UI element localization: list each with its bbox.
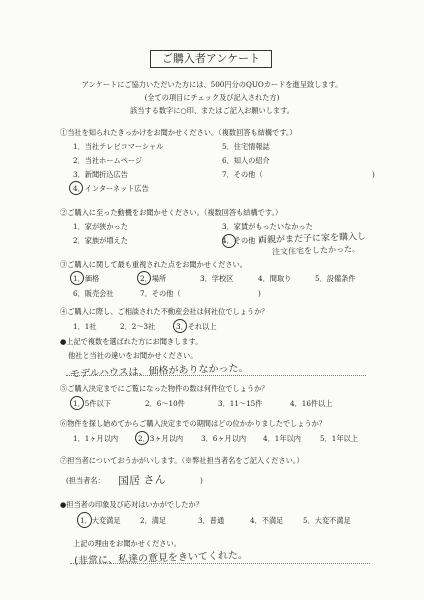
q6-option-3[interactable]: 3．6ヶ月以内: [201, 434, 247, 443]
q8-option-5[interactable]: 5．大変不満足: [303, 516, 351, 525]
q6-option-5[interactable]: 5．1年以上: [320, 434, 358, 443]
q3-answer-mark-2: [137, 271, 151, 285]
q1-option-2[interactable]: 2．当社ホームページ: [73, 156, 143, 165]
q4-option-2[interactable]: 2．2〜3社: [120, 322, 156, 331]
q1-option-7[interactable]: 7．その他（: [222, 170, 263, 179]
q1-option-5[interactable]: 5．住宅情報誌: [222, 142, 270, 151]
q3-option-5[interactable]: 5．設備条件: [315, 274, 356, 283]
q1-answer-mark: [69, 181, 83, 195]
q3-question: ③ご購入に関して最も重視された点をお聞かせください。: [60, 260, 247, 269]
q5-option-1[interactable]: 1．5件以下: [73, 399, 111, 408]
q6-option-4[interactable]: 4．1年以内: [263, 434, 301, 443]
q7-label: (担当者名：: [66, 476, 105, 485]
q2-question: ②ご購入に至った動機をお聞かせください。（複数回答も結構です。）: [60, 208, 283, 217]
q7-close: ): [200, 476, 203, 485]
q7-question: ⑦担当者についておうかがいします。（※弊社担当者名をご記入ください。）: [60, 456, 304, 465]
q5-option-3[interactable]: 3．11〜15件: [218, 399, 263, 408]
q1-option-6[interactable]: 6．知人の紹介: [222, 156, 270, 165]
q1-question: ①当社を知られたきっかけをお聞かせください。（複数回答も結構です。）: [60, 128, 297, 137]
q2-option-4[interactable]: 4．その他（: [222, 236, 263, 245]
survey-title: ご購入者アンケート: [150, 50, 272, 68]
q3-option-3[interactable]: 3．学校区: [200, 274, 234, 283]
q2-option-2[interactable]: 2．家族が増えた: [73, 236, 128, 245]
q2-handwritten-answer-1: 両親がまだ子に家を購入し: [257, 232, 367, 246]
q6-option-2[interactable]: 2．3ヶ月以内: [138, 434, 184, 443]
intro-line-2: (全ての項目にチェック及び記入された方): [144, 93, 280, 102]
q2-answer-mark: [222, 234, 236, 248]
q4-answer-line: [66, 375, 366, 376]
q4-handwritten-answer: モデルハウスは、価格がありなかった。: [69, 362, 249, 381]
q8-option-2[interactable]: 2．満足: [140, 516, 167, 525]
q8-answer-line: [70, 563, 370, 564]
q8-reason-label: 上記の理由をお聞かせください。: [73, 539, 181, 548]
q5-answer-mark: [70, 396, 84, 410]
q2-option-1[interactable]: 1．家が狭かった: [73, 222, 128, 231]
q7-handwritten-name: 国居 さん: [117, 473, 166, 488]
q6-question: ⑥物件を探し始めてからご購入決定までの期間はどの位かかりましたでしょうか？: [60, 419, 326, 428]
q6-answer-mark: [135, 431, 149, 445]
q5-question: ⑤ご購入決定までにご覧になった物件の数は何件位でしょうか？: [60, 384, 269, 393]
q5-option-2[interactable]: 2．6〜10件: [145, 399, 185, 408]
q1-option-3[interactable]: 3．新聞折込広告: [73, 170, 128, 179]
q3-other-close: ): [258, 289, 261, 298]
q3-option-2[interactable]: 2．場所: [140, 274, 167, 283]
q6-option-1[interactable]: 1．1ヶ月以内: [73, 434, 119, 443]
q4-answer-mark: [173, 319, 187, 333]
q8-option-3[interactable]: 3．普通: [198, 516, 225, 525]
q2-handwritten-answer-2: 注文住宅をしたかった。: [271, 244, 361, 257]
q5-option-4[interactable]: 4．16件以上: [290, 399, 333, 408]
q3-option-1[interactable]: 1．価格: [73, 274, 100, 283]
q3-option-4[interactable]: 4．間取り: [258, 274, 292, 283]
intro-line-1: アンケートにご協力いただいた方には、500円分のQUOカードを進呈致します。: [81, 80, 343, 89]
q4-option-3[interactable]: 3．それ以上: [176, 322, 217, 331]
q4-note-2: 他社と当社の違いをお聞かせください。: [68, 351, 198, 360]
q8-option-1[interactable]: 1．大変満足: [80, 516, 121, 525]
q1-option-1[interactable]: 1．当社テレビコマーシャル: [73, 142, 164, 151]
q1-option-4[interactable]: 4．インターネット広告: [73, 184, 149, 193]
q8-handwritten-answer: (非常に、私達の意見をきいてくれた。: [73, 549, 249, 568]
q3-option-7[interactable]: 7．その他（: [140, 289, 181, 298]
q1-other-close: ): [372, 170, 375, 179]
q4-question: ④ご購入に際し、ご相談された不動産会社は何社位でしょうか？: [60, 307, 269, 316]
q8-question: ●担当者の印象及び応対はいかがでしたか？: [60, 500, 203, 509]
intro-line-3: 該当する数字に○印、またはご記入お願いします。: [130, 106, 294, 115]
q8-option-4[interactable]: 4．不満足: [250, 516, 284, 525]
q2-option-3[interactable]: 3．家賃がもったいなかった: [222, 222, 313, 231]
q8-answer-mark: [77, 512, 92, 528]
q3-answer-mark-1: [70, 271, 84, 285]
q3-option-6[interactable]: 6．販売会社: [73, 289, 114, 298]
q4-note-1: ●上記で複数を選ばれた方にお聞きします。: [60, 337, 203, 346]
q4-option-1[interactable]: 1．1社: [73, 322, 97, 331]
